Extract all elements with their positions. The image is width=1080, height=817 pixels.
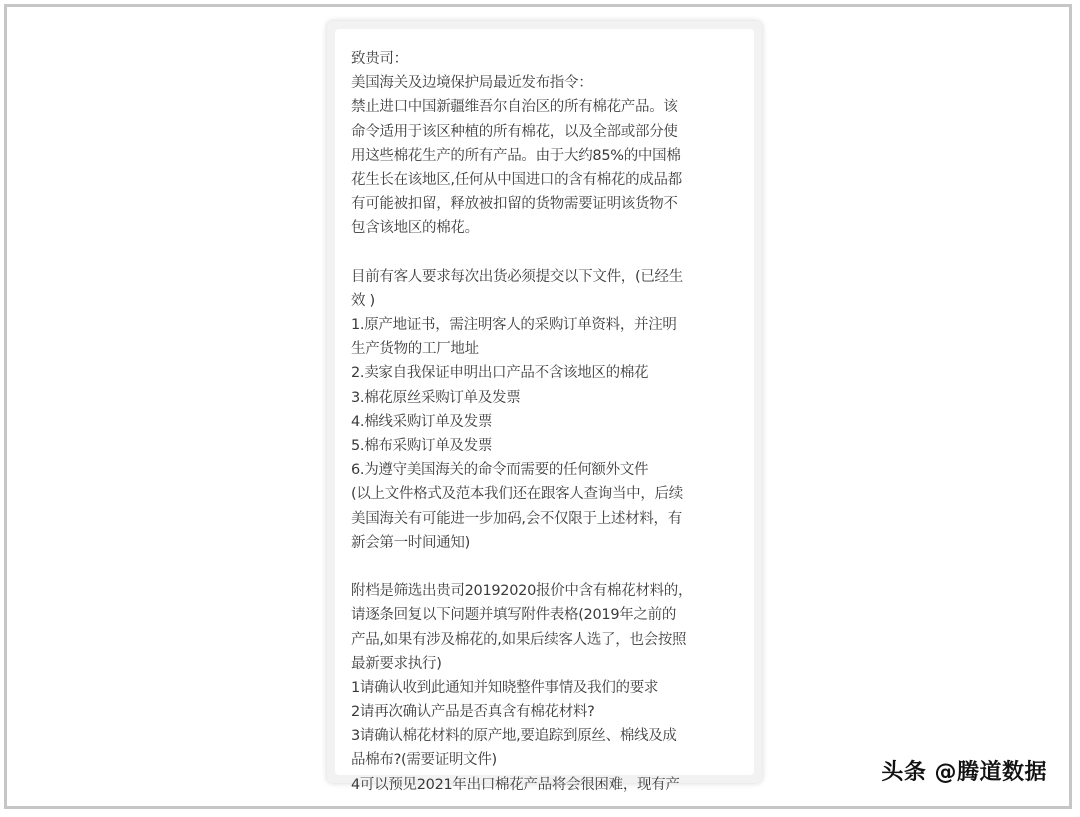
message-line: 有可能被扣留，释放被扣留的货物需要证明该货物不 — [351, 196, 678, 213]
message-bubble — [335, 29, 754, 793]
message-line: 禁止进口中国新疆维吾尔自治区的所有棉花产品。该 — [351, 99, 678, 116]
message-blank-line — [351, 555, 740, 579]
message-line: 目前有客人要求每次出货必须提交以下文件，(已经生 — [351, 268, 683, 285]
message-line: 命令适用于该区种植的所有棉花，以及全部或部分使 — [351, 123, 678, 140]
message-blank-line — [351, 241, 740, 265]
message-line: 新会第一时间通知) — [351, 534, 470, 551]
message-line: 2.卖家自我保证申明出口产品不含该地区的棉花 — [351, 365, 649, 382]
message-line: 效 ) — [351, 292, 375, 309]
message-line: 产品,如果有涉及棉花的,如果后续客人选了，也会按照 — [351, 631, 687, 648]
message-line: 美国海关有可能进一步加码,会不仅限于上述材料，有 — [351, 510, 682, 527]
message-line: 4.棉线采购订单及发票 — [351, 413, 493, 430]
message-line: 用这些棉花生产的所有产品。由于大约85%的中国棉 — [351, 147, 681, 164]
message-line: 美国海关及边境保护局最近发布指令： — [351, 75, 593, 92]
message-line: 5.棉布采购订单及发票 — [351, 438, 493, 454]
message-line: (以上文件格式及范本我们还在跟客人查询当中，后续 — [351, 486, 683, 503]
image-frame — [4, 4, 1072, 809]
message-line: 2请再次确认产品是否真含有棉花材料? — [351, 704, 595, 721]
message-line: 请逐条回复以下问题并填写附件表格(2019年之前的 — [351, 607, 677, 624]
watermark: 头条 @腾道数据 — [881, 760, 1047, 785]
message-line: 附档是筛选出贵司20192020报价中含有棉花材料的， — [351, 583, 693, 600]
message-line: 3请确认棉花材料的原产地,要追踪到原丝、棉线及成 — [351, 728, 677, 745]
message-line: 1请确认收到此通知并知晓整件事情及我们的要求 — [351, 679, 659, 696]
message-line: 3.棉花原丝采购订单及发票 — [351, 389, 521, 406]
message-line: 致贵司： — [351, 51, 408, 67]
message-card — [327, 21, 762, 793]
message-line: 最新要求执行) — [351, 655, 442, 672]
message-line: 品棉布?(需要证明文件) — [351, 752, 497, 769]
message-line: 花生长在该地区,任何从中国进口的含有棉花的成品都 — [351, 171, 682, 188]
message-line: 生产货物的工厂地址 — [351, 341, 479, 358]
message-line: 6.为遵守美国海关的命令而需要的任何额外文件 — [351, 462, 649, 479]
message-line: 1.原产地证书，需注明客人的采购订单资料，并注明 — [351, 317, 677, 334]
message-line: 4可以预见2021年出口棉花产品将会很困难，现有产 — [351, 776, 680, 793]
message-line: 包含该地区的棉花。 — [351, 220, 479, 237]
